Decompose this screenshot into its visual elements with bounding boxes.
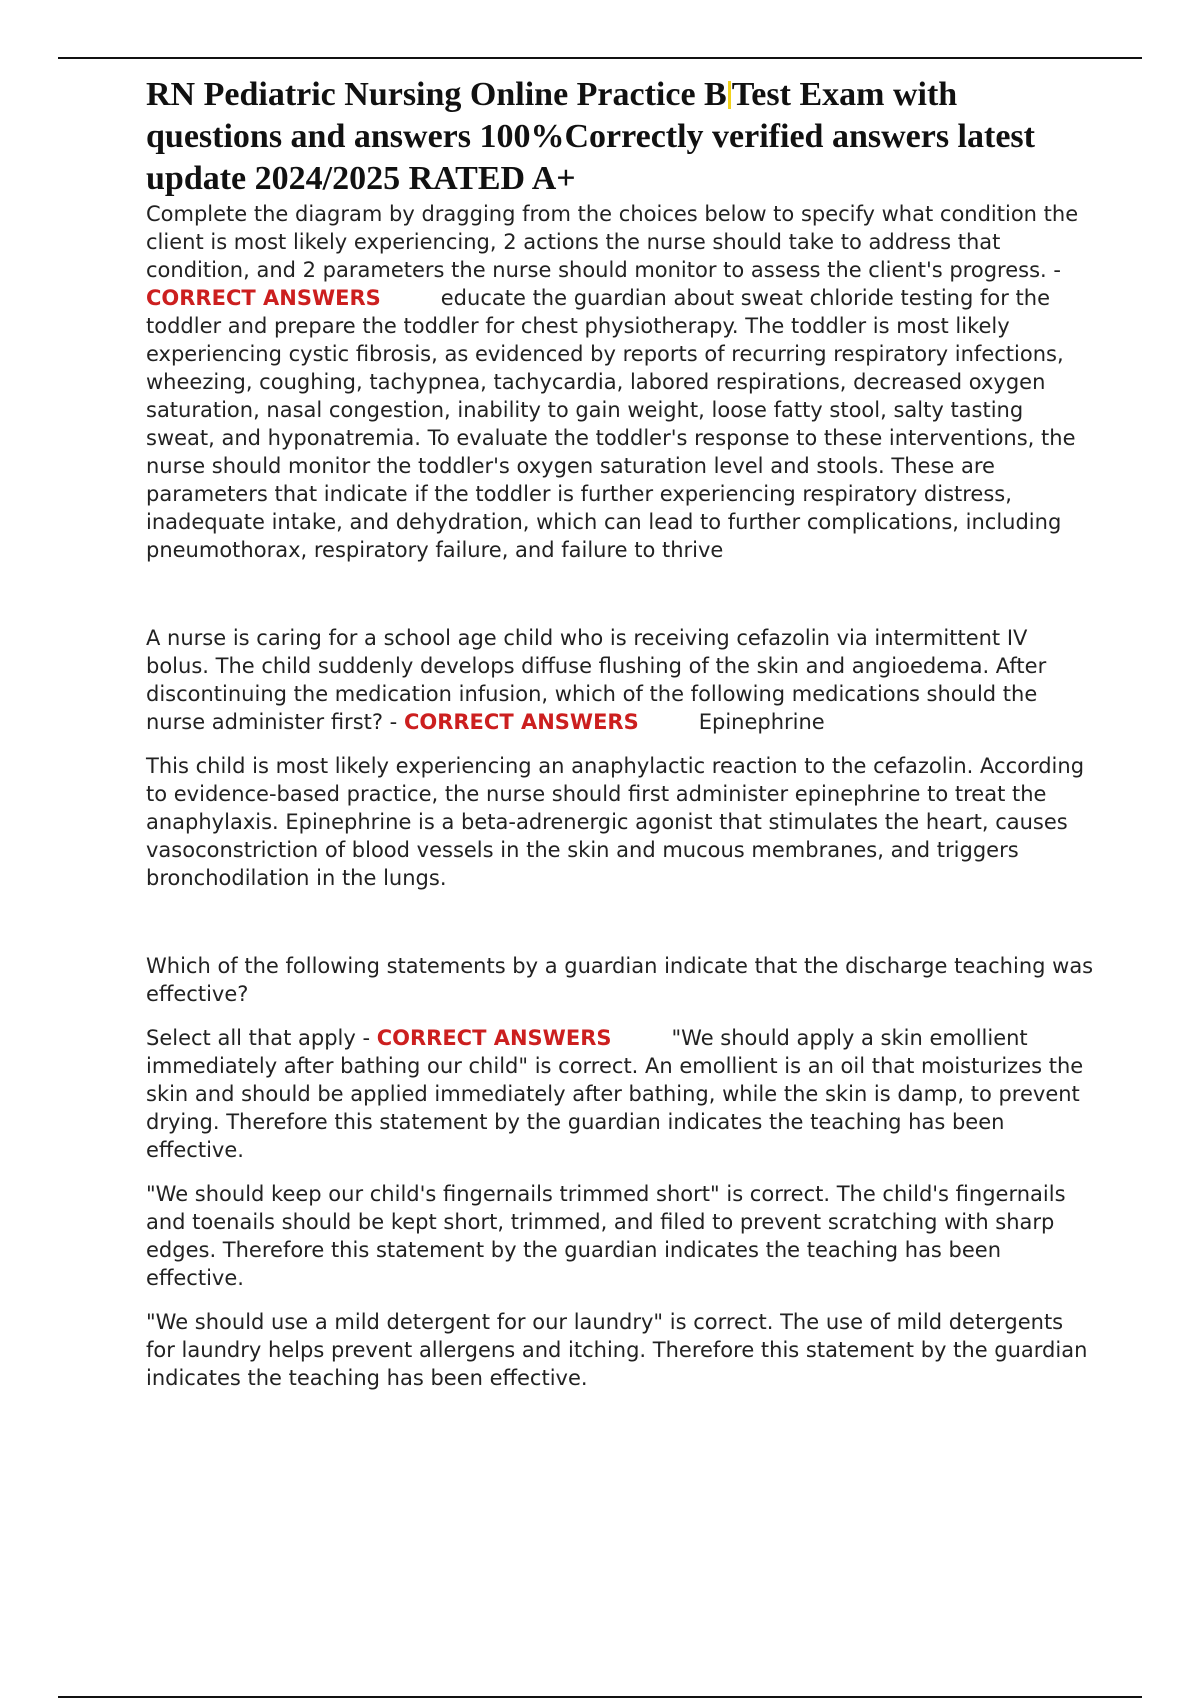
question-1 bbox=[146, 200, 1096, 564]
title-part-2: Test Exam with questions and answers 100%Correctly verified answers latest update 2024/2025 RATED A+ bbox=[146, 76, 1035, 197]
question-3-instruction: Select all that apply - bbox=[146, 1026, 371, 1050]
correct-answers-label: CORRECT ANSWERS bbox=[403, 710, 639, 734]
question-2-explanation: This child is most likely experiencing an anaphylactic reaction to the cefazolin. According to evidence-based practice, the nurse should first administer epinephrine to treat the anaphylaxis. Epinephrine is a beta-adrenergic agonist that stimulates the heart, causes vasoconstriction of blood vessels in the skin and mucous membranes, and triggers bronchodilation in the lungs. bbox=[146, 754, 1085, 890]
correct-answers-label: CORRECT ANSWERS bbox=[146, 286, 381, 310]
document-body bbox=[146, 74, 1096, 1392]
correct-answers-label: CORRECT ANSWERS bbox=[376, 1026, 612, 1050]
document-title bbox=[146, 74, 1096, 200]
bottom-rule bbox=[58, 1696, 1142, 1698]
question-3-answer-1 bbox=[146, 1024, 1096, 1164]
top-rule bbox=[58, 57, 1142, 59]
question-2-answer: Epinephrine bbox=[698, 710, 825, 734]
question-3-answer-3: "We should use a mild detergent for our laundry" is correct. The use of mild detergents for laundry helps prevent allergens and itching. Therefore this statement by the guardian indicates the teaching has been effective. bbox=[146, 1310, 1088, 1390]
question-3-answer-2: "We should keep our child's fingernails trimmed short" is correct. The child's fingernails and toenails should be kept short, trimmed, and filed to prevent scratching with sharp edges. Therefore this statement by the guardian indicates the teaching has been effective. bbox=[146, 1182, 1066, 1290]
question-2 bbox=[146, 624, 1096, 736]
text-cursor-highlight bbox=[728, 81, 731, 109]
question-3-text: Which of the following statements by a guardian indicate that the discharge teaching was effective? bbox=[146, 954, 1094, 1006]
question-2-text: A nurse is caring for a school age child who is receiving cefazolin via intermittent IV bolus. The child suddenly develops diffuse flushing of the skin and angioedema. After discontinuing the medication infusion, which of the following medications should the nurse administer first? - bbox=[146, 626, 1047, 734]
question-1-answer: educate the guardian about sweat chloride testing for the toddler and prepare the toddler for chest physiotherapy. The toddler is most likely experiencing cystic fibrosis, as evidenced by reports of recurring respiratory infections, wheezing, coughing, tachypnea, tachycardia, labored respirations, decreased oxygen saturation, nasal congestion, inability to gain weight, loose fatty stool, salty tasting sweat, and hyponatremia. To evaluate the toddler's response to these interventions, the nurse should monitor the toddler's oxygen saturation level and stools. These are parameters that indicate if the toddler is further experiencing respiratory distress, inadequate intake, and dehydration, which can lead to further complications, including pneumothorax, respiratory failure, and failure to thrive bbox=[146, 286, 1076, 562]
question-1-text: Complete the diagram by dragging from the choices below to specify what condition the client is most likely experiencing, 2 actions the nurse should take to address that condition, and 2 parameters the nurse should monitor to assess the client's progress. - bbox=[146, 202, 1079, 282]
title-part-1: RN Pediatric Nursing Online Practice B bbox=[146, 76, 727, 113]
question-3-answer-1-text: "We should apply a skin emollient immediately after bathing our child" is correct. An emollient is an oil that moisturizes the skin and should be applied immediately after bathing, while the skin is damp, to prevent drying. Therefore this statement by the guardian indicates the teaching has been effective. bbox=[146, 1026, 1084, 1162]
